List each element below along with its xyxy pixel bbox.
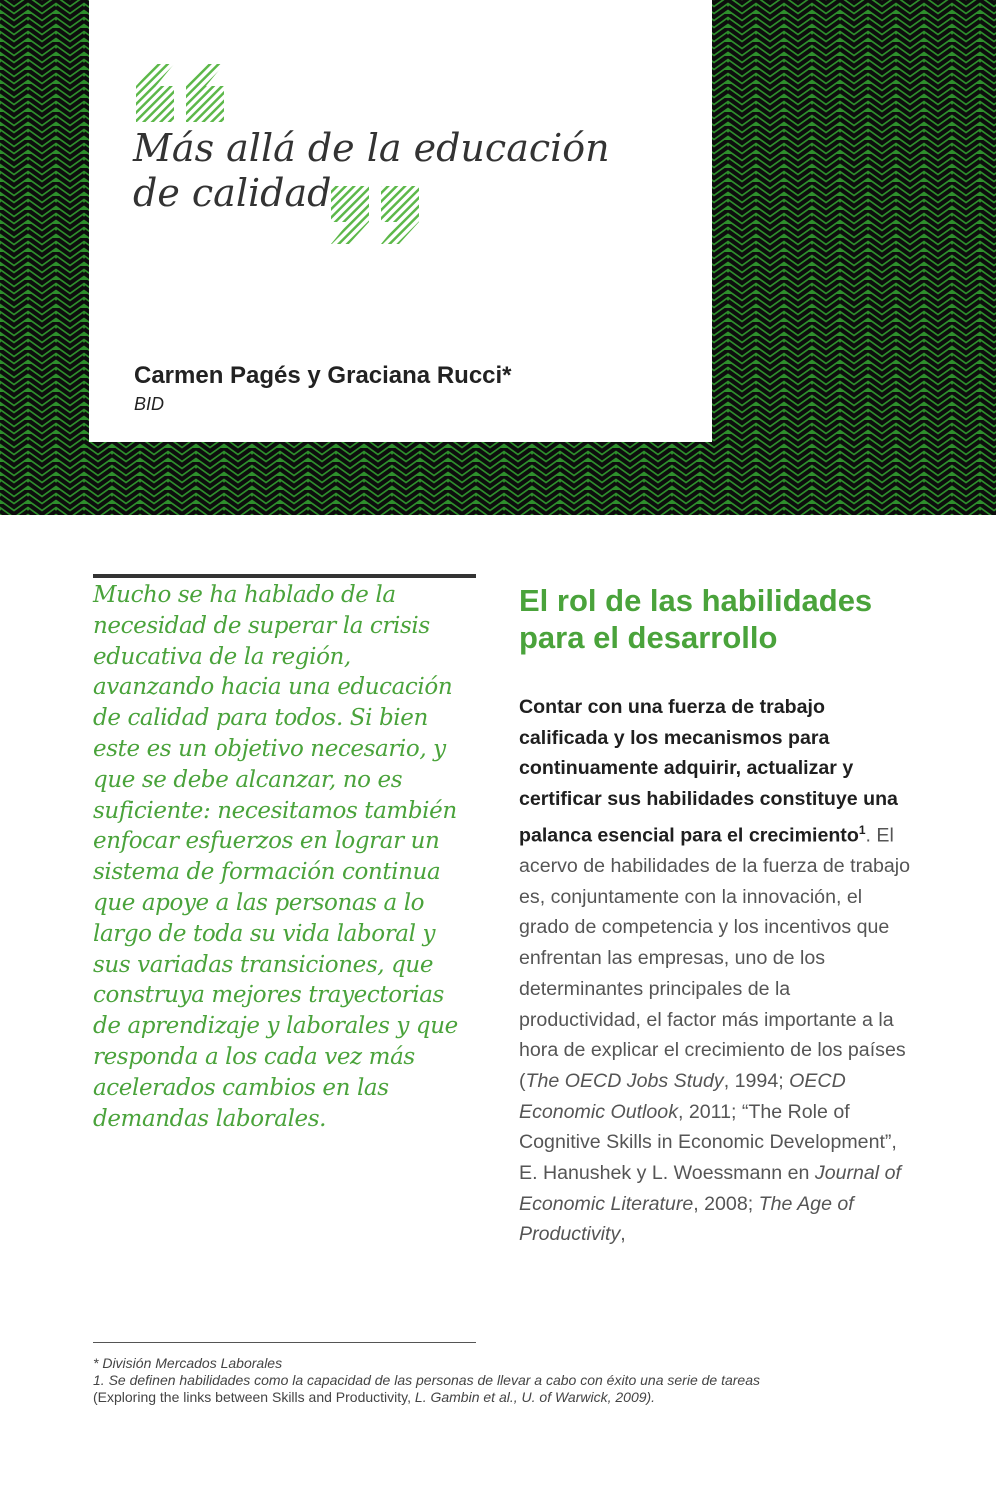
title-card [89, 0, 712, 442]
footnote-1-source: L. Gambin et al., U. of Warwick, 2009). [411, 1389, 656, 1405]
affiliation: BID [134, 394, 165, 414]
footnote-divider [93, 1342, 476, 1343]
citation-4: The Age of Productivity [519, 1192, 854, 1246]
body-text-1: . El acervo de habilidades de la fuerza de trabajo es, conjuntamente con la innovación, el grado de competencia y los incentivos que enfrentan las empresas, uno de los determinantes principales de la productividad, el factor más importante a la hora de explicar el crecimiento de los países ( [519, 824, 911, 1092]
close-quote-icon [329, 184, 425, 246]
citation-1: The OECD Jobs Study [525, 1069, 724, 1092]
open-quote-icon [134, 62, 230, 124]
authors: Carmen Pagés y Graciana Rucci* [134, 362, 512, 389]
bold-intro: Contar con una fuerza de trabajo calificada y los mecanismos para continuamente adquirir, actualizar y certificar sus habilidades constituye una palanca esencial para el crecimiento [519, 696, 898, 847]
body-text-3: , 2011; “The Role of Cognitive Skills in Economic Development”, E. Hanushek y L. Woessmann en [519, 1100, 897, 1185]
footnote-division: * División Mercados Laborales [93, 1355, 283, 1371]
lead-paragraph: Mucho se ha hablado de la necesidad de superar la crisis educativa de la región, avanzando hacia una educación de calidad para todos. Si bien este es un objetivo necesario, y que se debe alcanzar, no es suficiente: necesitamos también enfocar esfuerzos en lograr un sistema de formación continua que apoye a las personas a lo largo de toda su vida laboral y sus variadas transiciones, que construya mejores trayectorias de aprendizaje y laborales y que responda a los cada vez más acelerados cambios en las demandas laborales. [93, 582, 458, 1132]
footnotes [93, 1355, 893, 1406]
section-title: El rol de las habilidades para el desarrollo [519, 583, 873, 655]
body-text-2: , 1994; [723, 1069, 790, 1092]
body-text-5: , [620, 1223, 626, 1246]
body-text-4: , 2008; [693, 1192, 759, 1215]
lead-divider [93, 574, 476, 578]
footnote-1: 1. Se definen habilidades como la capacidad de las personas de llevar a cabo con éxito una serie de tareas [93, 1372, 760, 1388]
footnote-1-title: (Exploring the links between Skills and Productivity, [93, 1389, 412, 1405]
citation-3: Journal of Economic Literature [519, 1162, 901, 1215]
footnote-ref[interactable]: 1 [858, 822, 866, 837]
body-paragraph [519, 692, 911, 1250]
citation-2: OECD Economic Outlook [519, 1069, 846, 1123]
article-title: Más allá de la educación de calidad [133, 126, 610, 215]
